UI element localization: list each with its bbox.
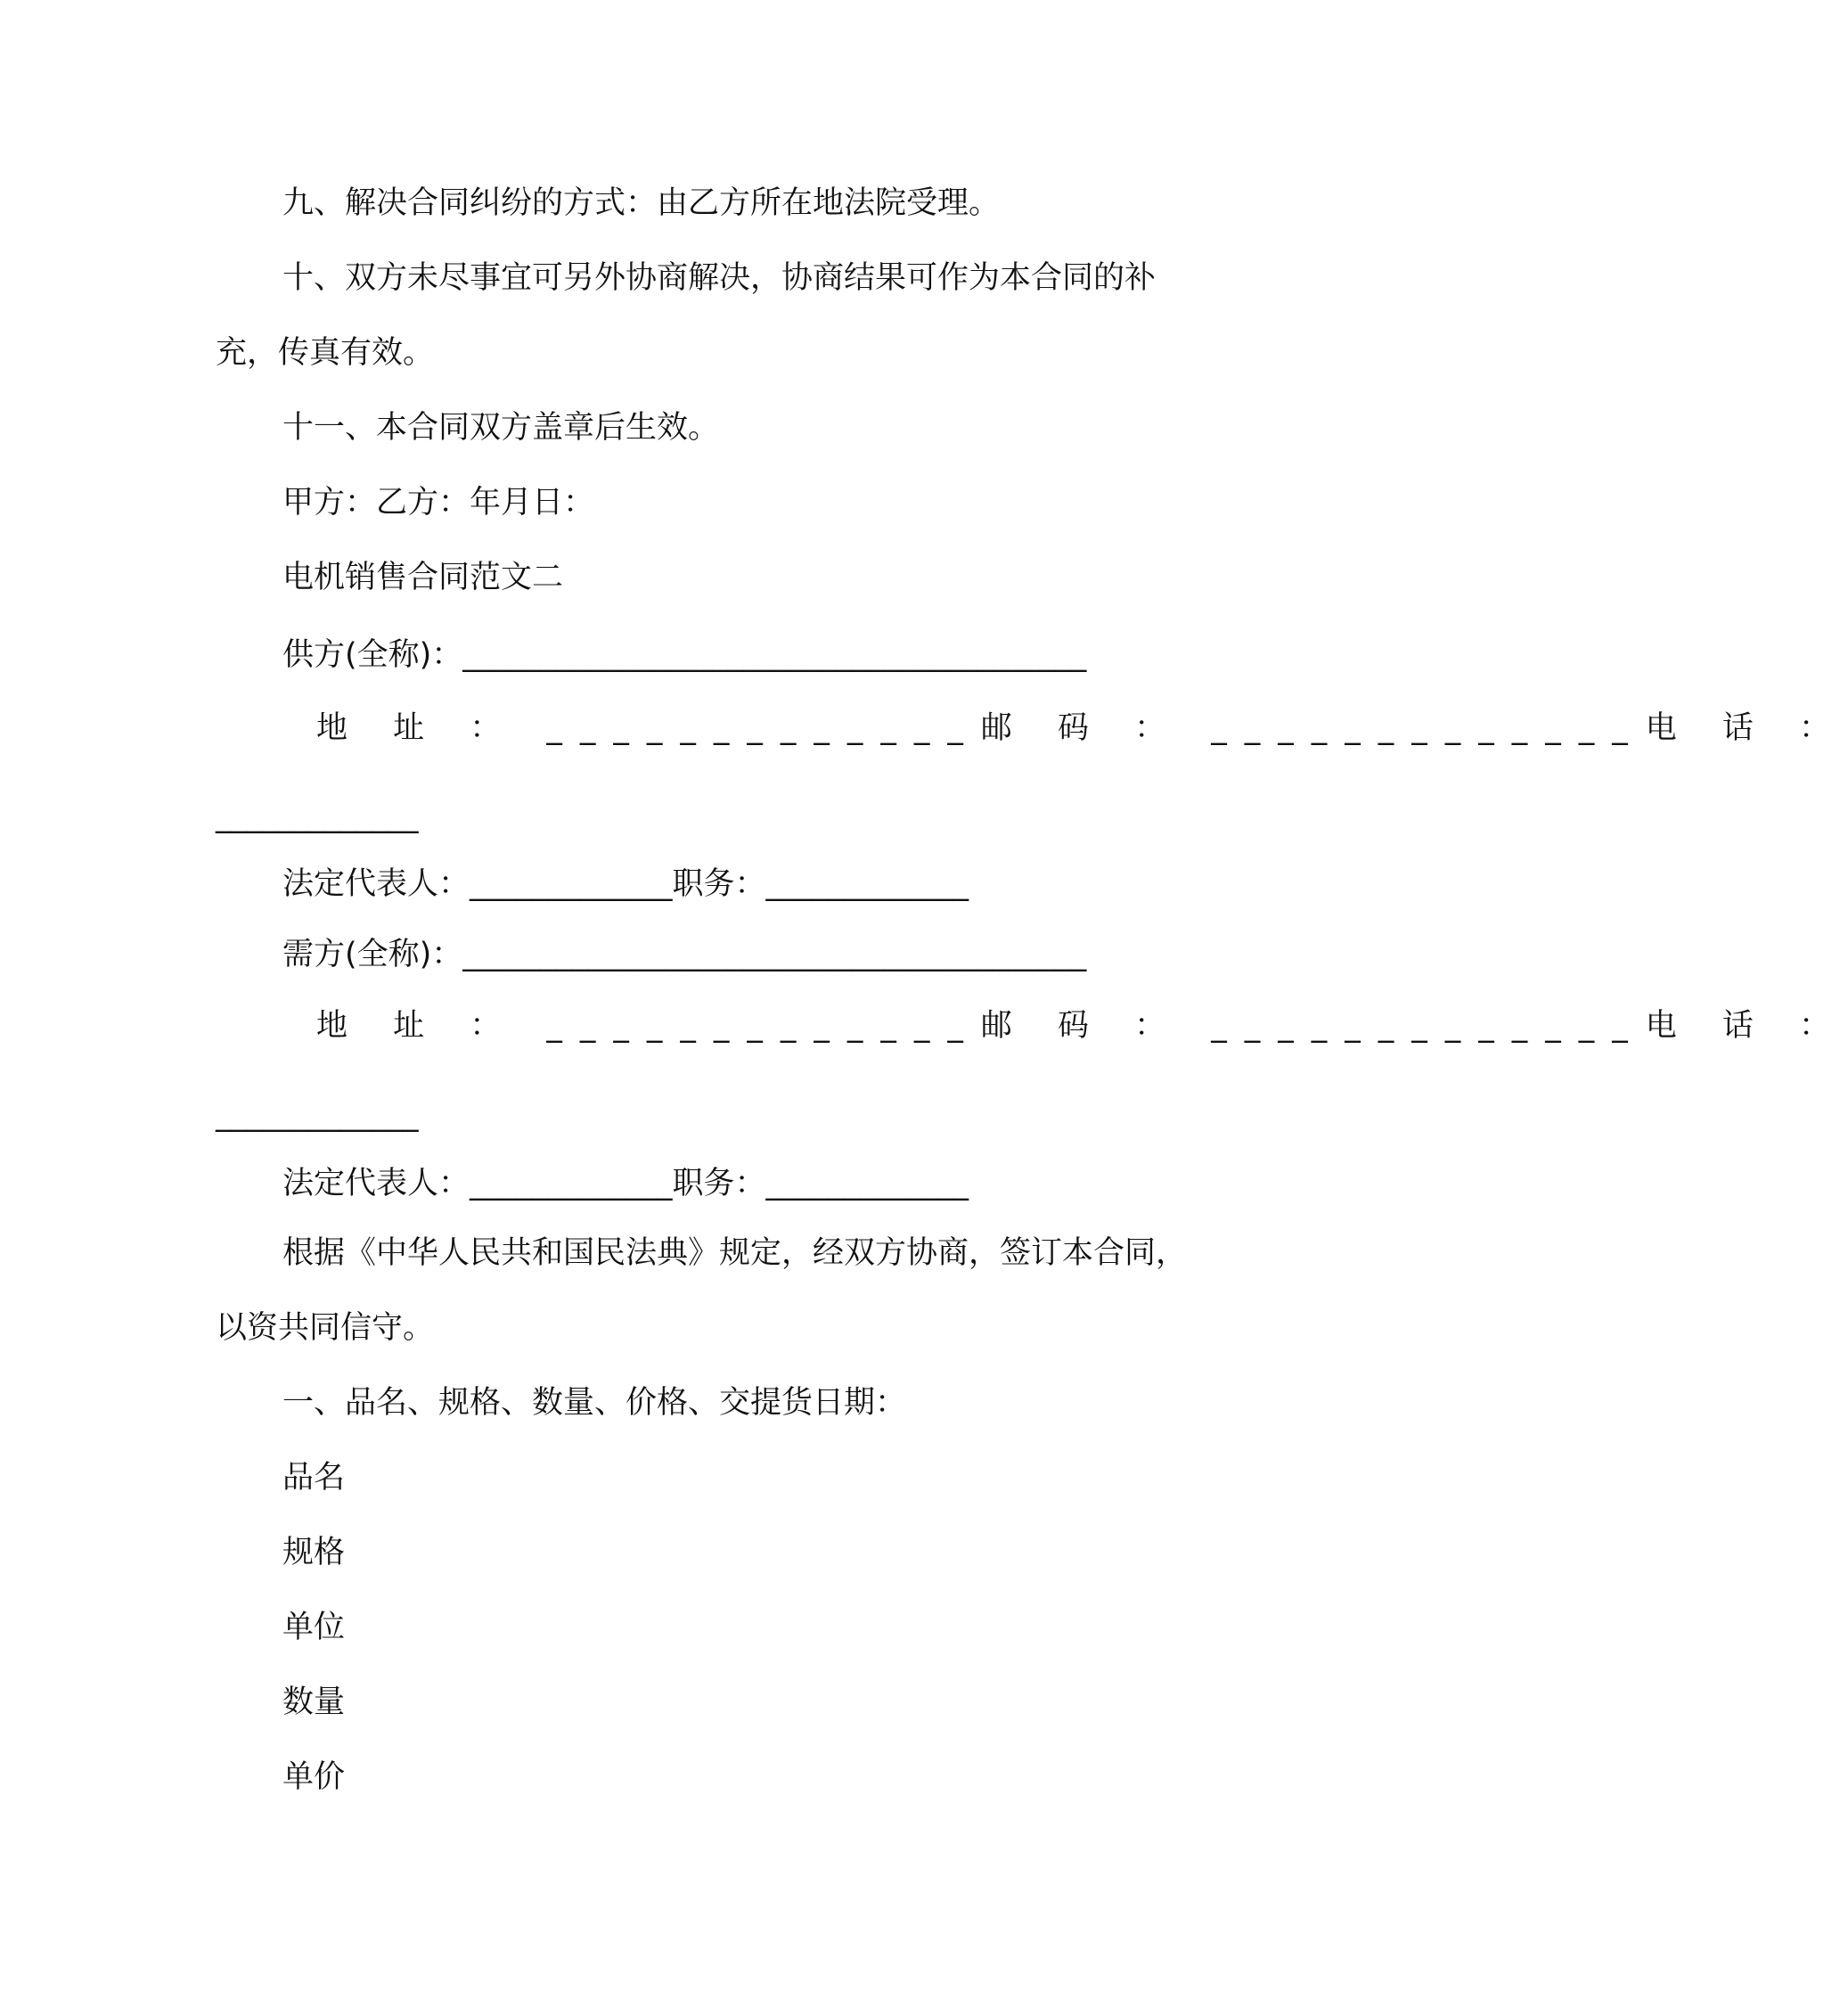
supplier-phone-blank: _____________ [216, 799, 419, 834]
field-product-name: 品名 [282, 1460, 346, 1496]
signature-line: 甲方：乙方：年月日： [282, 485, 595, 520]
clause-11: 十一、本合同双方盖章后生效。 [282, 410, 720, 446]
buyer-rep-row: 法定代表人：_____________职务：_____________ [282, 1166, 969, 1201]
field-quantity: 数量 [282, 1684, 346, 1720]
clause-10-line-1: 十、双方未尽事宜可另外协商解决，协商结果可作为本合同的补 [282, 260, 1157, 296]
clause-9: 九、解决合同纠纷的方式：由乙方所在地法院受理。 [282, 185, 1001, 221]
preamble-line-2: 以资共同信守。 [216, 1310, 435, 1346]
field-unit: 单位 [282, 1610, 346, 1645]
buyer-name-row: 需方(全称)：________________________________________ [282, 937, 1087, 972]
preamble-line-1: 根据《中华人民共和国民法典》规定，经双方协商，签订本合同， [282, 1235, 1188, 1271]
supplier-rep-row: 法定代表人：_____________职务：_____________ [282, 866, 969, 902]
sample-title: 电机销售合同范文二 [282, 560, 564, 595]
field-unit-price: 单价 [282, 1759, 346, 1795]
supplier-name-row: 供方(全称)：________________________________________ [282, 637, 1087, 673]
clause-10-line-2: 充，传真有效。 [216, 335, 435, 371]
buyer-address-row: 地 址 ： _____________邮 码 ： _____________电 话 ： [316, 1008, 1848, 1044]
buyer-phone-blank: _____________ [216, 1097, 419, 1133]
supplier-address-row: 地 址 ： _____________邮 码 ： _____________电 话 ： [316, 710, 1848, 746]
section-1-heading: 一、品名、规格、数量、价格、交提货日期： [282, 1385, 907, 1421]
field-specification: 规格 [282, 1535, 346, 1570]
